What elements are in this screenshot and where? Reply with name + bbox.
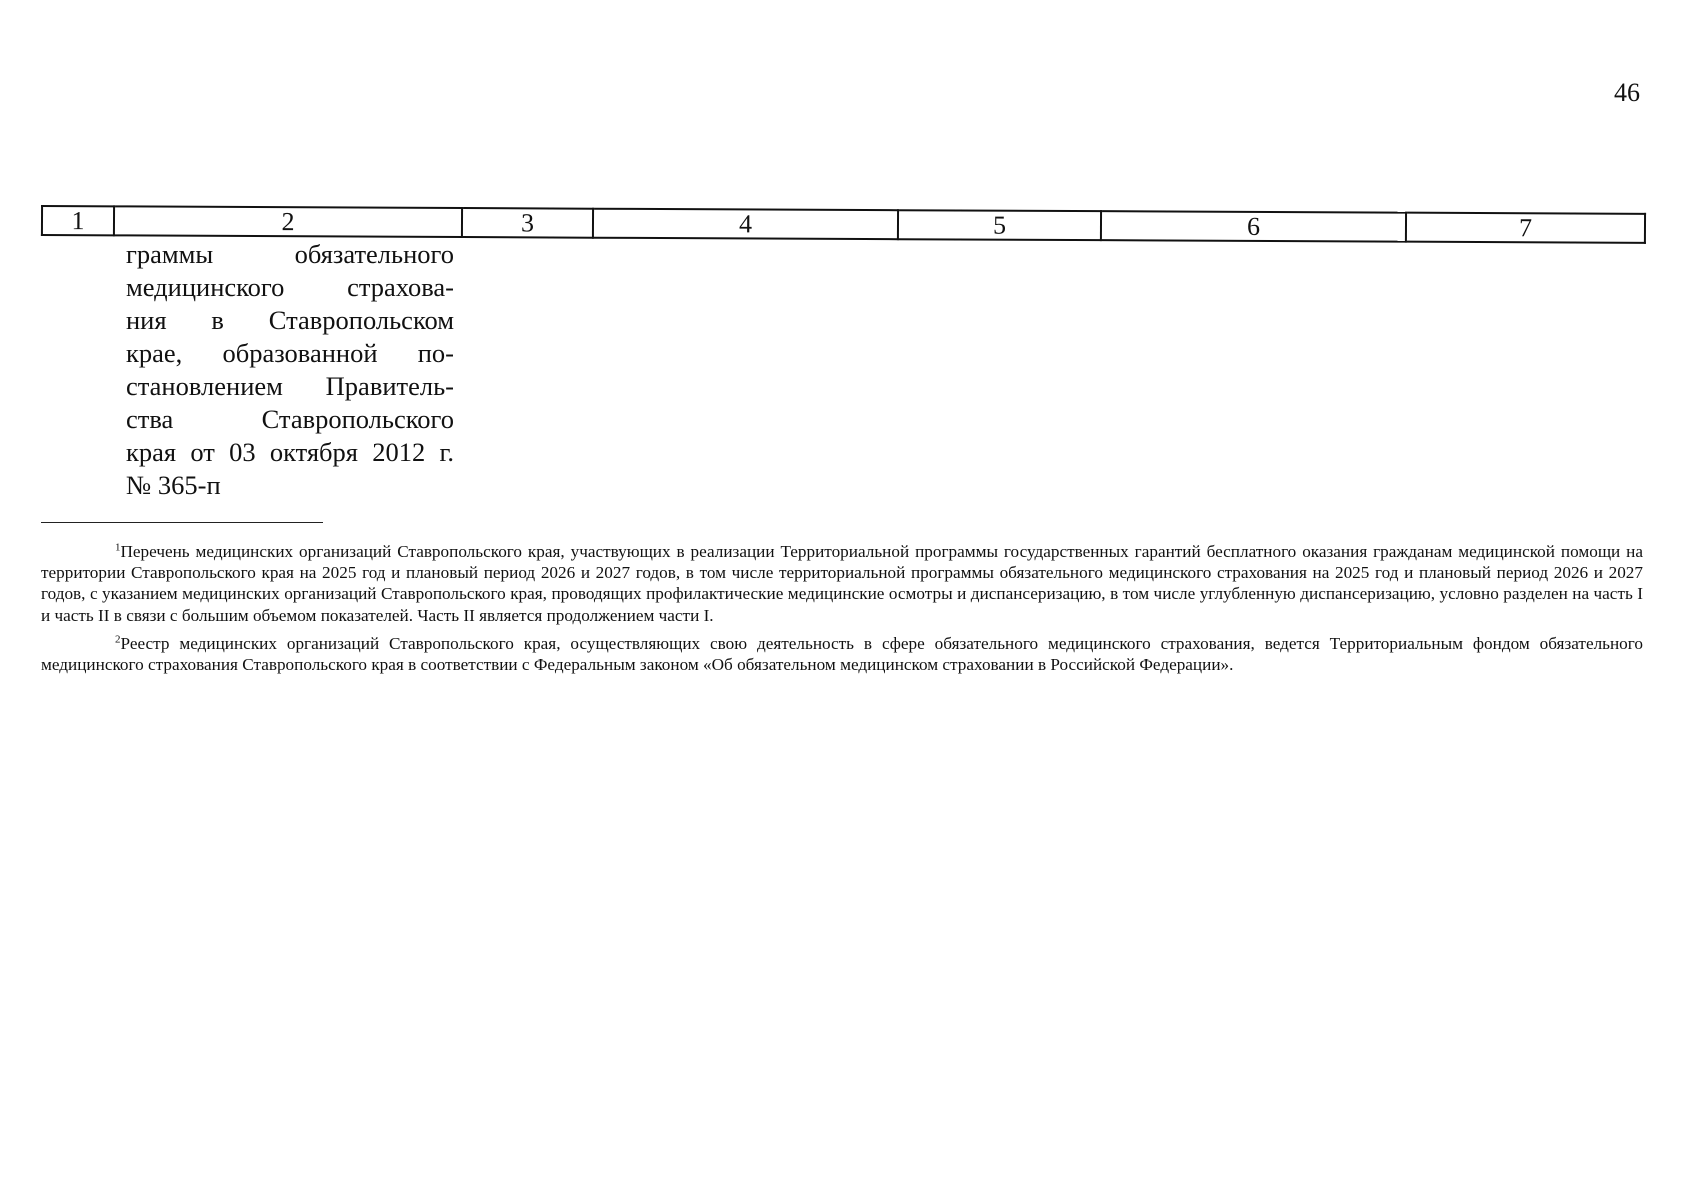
text-line: становлением Правитель- [126,371,454,401]
text-line: ния в Ставропольском [126,305,454,335]
text-line: № 365-п [126,470,221,500]
column-2-continuation-text [126,238,454,502]
text-line: медицинского страхова- [126,272,454,302]
column-number-cell: 4 [593,209,898,239]
text-line: граммы обязательного [126,239,454,269]
column-number-cell: 1 [42,206,114,235]
column-number-cell: 2 [114,206,462,237]
footnote-1 [41,541,1643,626]
page-number: 46 [1614,78,1640,107]
footnote-2 [41,633,1643,675]
footnote-marker: 1 [115,541,121,554]
column-number-cell: 6 [1101,211,1406,241]
footnote-marker: 2 [115,633,121,646]
column-number-cell: 5 [898,210,1101,240]
footnote-text: Реестр медицинских организаций Ставропольского края, осуществляющих свою деятельность в сфере обязательного медицинского страхования, ведется Территориальным фондом обязательного медицинского страхования Ставропольского края в соответствии с Федеральным законом «Об обязательном медицинском страховании в Российской Федерации». [41,633,1643,675]
column-number-cell: 7 [1406,213,1645,243]
column-number-cell: 3 [462,208,593,238]
footnote-separator [41,522,323,523]
text-line: крае, образованной по- [126,338,454,368]
footnotes [41,541,1643,682]
text-line: ства Ставропольского [126,404,454,434]
footnote-text: Перечень медицинских организаций Ставропольского края, участвующих в реализации Территориальной программы государственных гарантий бесплатного оказания гражданам медицинской помощи на территории Ставропольского края на 2025 год и плановый период 2026 и 2027 годов, в том числе территориальной программы обязательного медицинского страхования на 2025 год и плановый период 2026 и 2027 годов, с указанием медицинских организаций Ставропольского края, проводящих профилактические медицинские осмотры и диспансеризацию, в том числе углубленную диспансеризацию, условно разделен на часть I и часть II в связи с большим объемом показателей. Часть II является продолжением части I. [41,542,1643,625]
text-line: края от 03 октября 2012 г. [126,437,454,467]
